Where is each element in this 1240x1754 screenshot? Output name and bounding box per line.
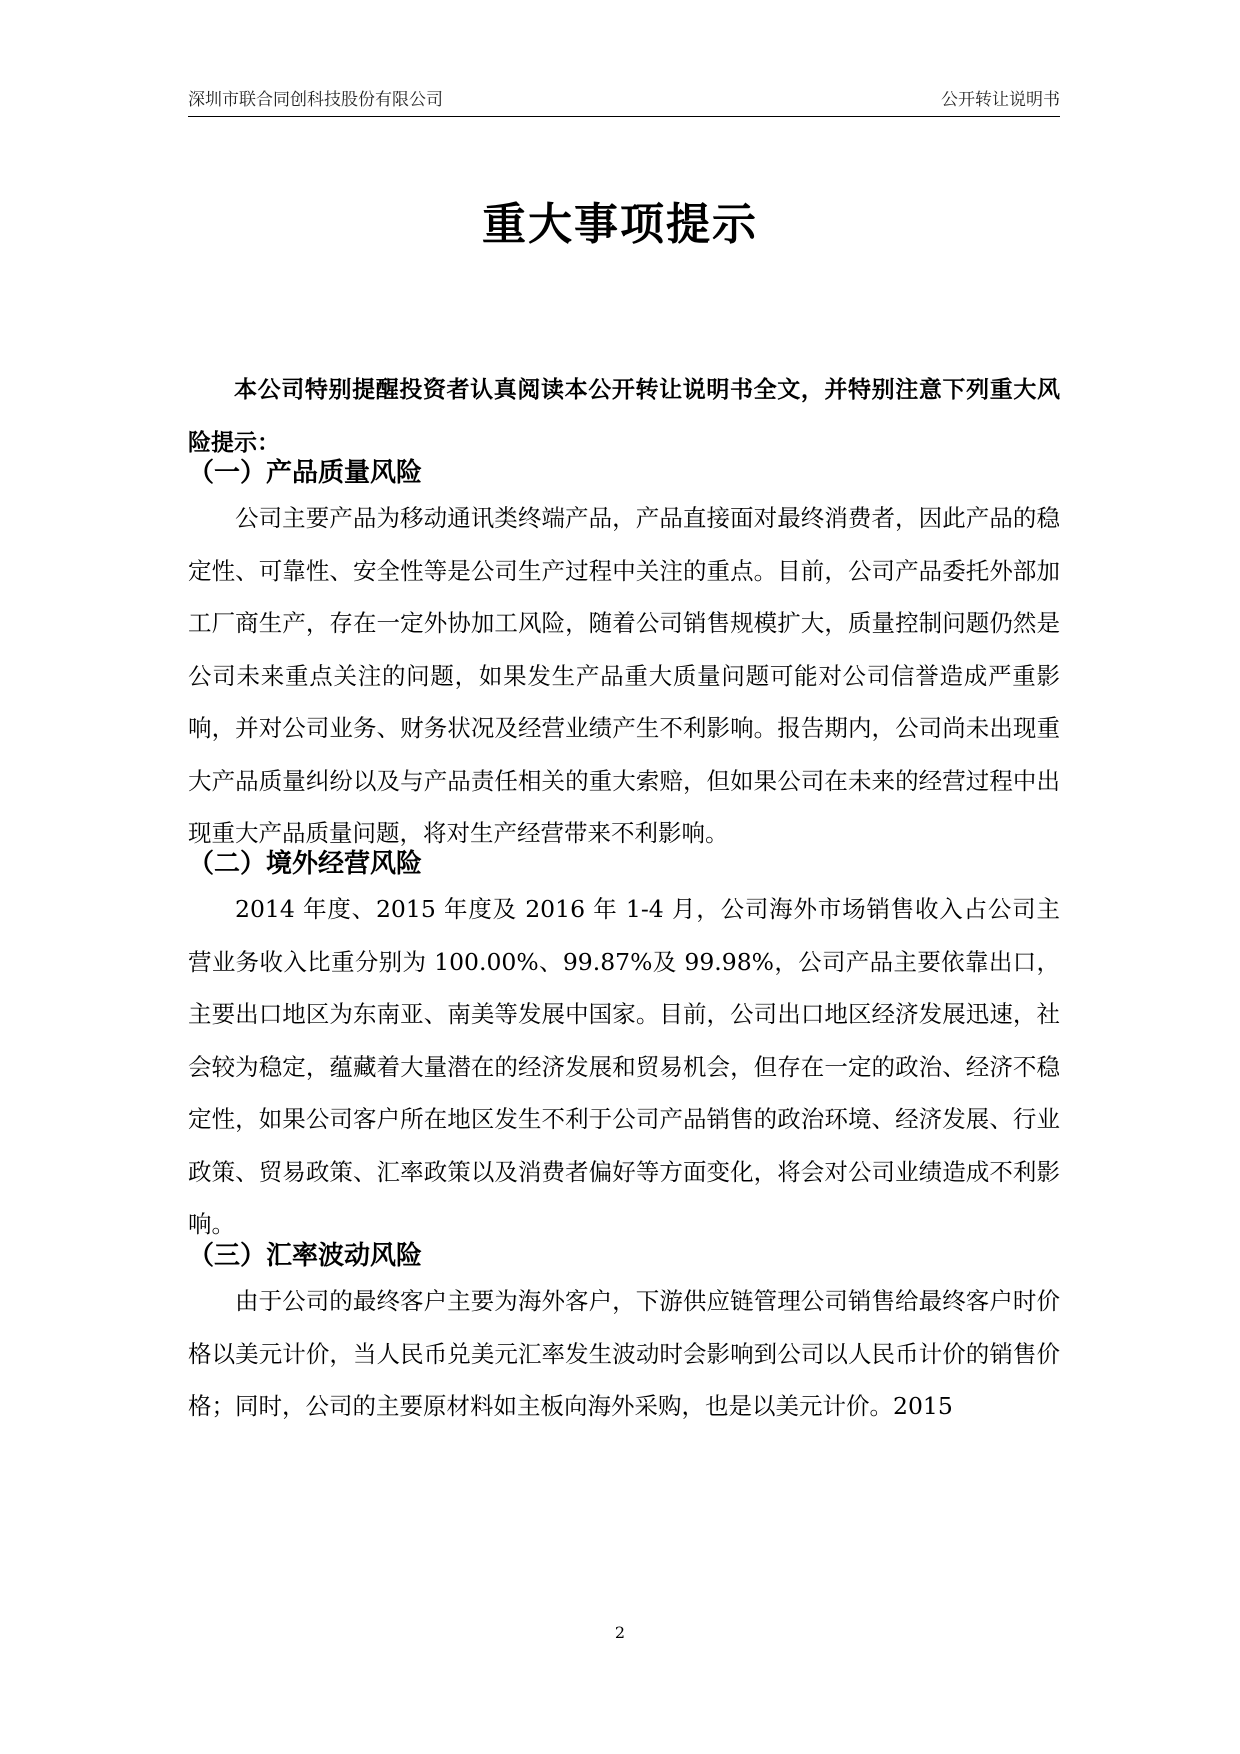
section-heading-product-quality: （一）产品质量风险 — [188, 458, 423, 488]
section-body-overseas-operation: 2014 年度、2015 年度及 2016 年 1-4 月，公司海外市场销售收入占公司主营业务收入比重分别为 100.00%、99.87%及 99.98%，公司产品主要依靠出口，主要出口地区为东南亚、南美等发展中国家。目前，公司出口地区经济发展迅速，社会较为稳定，蕴藏着大量潜在的经济发展和贸易机会，但存在一定的政治、经济不稳定性，如果公司客户所在地区发生不利于公司产品销售的政治环境、经济发展、行业政策、贸易政策、汇率政策以及消费者偏好等方面变化，将会对公司业绩造成不利影响。 — [188, 895, 1060, 1238]
section-body-exchange-rate-block — [188, 1275, 1060, 1433]
page-header — [188, 86, 1060, 117]
intro-paragraph: 本公司特别提醒投资者认真阅读本公开转让说明书全文，并特别注意下列重大风险提示： — [188, 377, 1060, 456]
section-body-product-quality: 公司主要产品为移动通讯类终端产品，产品直接面对最终消费者，因此产品的稳定性、可靠性、安全性等是公司生产过程中关注的重点。目前，公司产品委托外部加工厂商生产，存在一定外协加工风险，随着公司销售规模扩大，质量控制问题仍然是公司未来重点关注的问题，如果发生产品重大质量问题可能对公司信誉造成严重影响，并对公司业务、财务状况及经营业绩产生不利影响。报告期内，公司尚未出现重大产品质量纠纷以及与产品责任相关的重大索赔，但如果公司在未来的经营过程中出现重大产品质量问题，将对生产经营带来不利影响。 — [188, 504, 1060, 847]
section-heading-exchange-rate: （三）汇率波动风险 — [188, 1241, 423, 1271]
page-title: 重大事项提示 — [482, 199, 758, 250]
header-document-type: 公开转让说明书 — [941, 90, 1060, 110]
section-heading-overseas-operation: （二）境外经营风险 — [188, 849, 423, 879]
page-number: 2 — [614, 1623, 626, 1642]
section-body-exchange-rate: 由于公司的最终客户主要为海外客户，下游供应链管理公司销售给最终客户时价格以美元计价，当人民币兑美元汇率发生波动时会影响到公司以人民币计价的销售价格；同时，公司的主要原材料如主板向海外采购，也是以美元计价。2015 — [188, 1287, 1060, 1420]
section-body-overseas-operation-block — [188, 883, 1060, 1251]
header-company-name: 深圳市联合同创科技股份有限公司 — [188, 90, 443, 110]
section-body-product-quality-block — [188, 492, 1060, 860]
